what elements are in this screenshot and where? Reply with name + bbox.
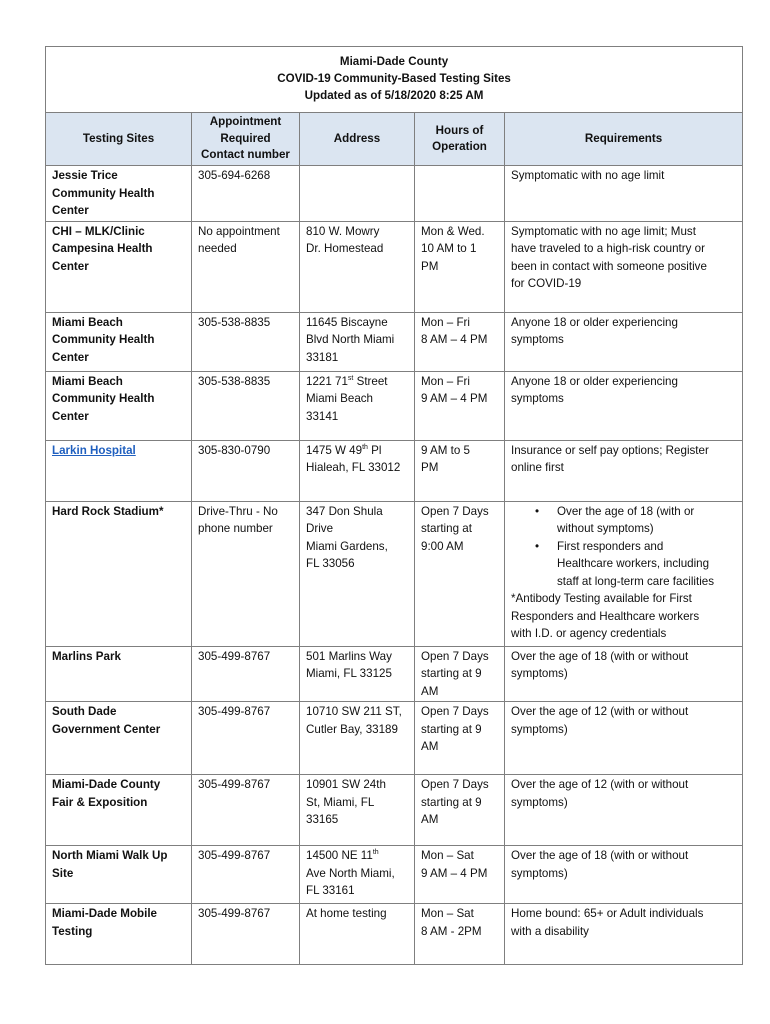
contact-line: 305-499-8767	[198, 849, 271, 862]
ordinal-suffix: st	[347, 374, 354, 382]
requirements-cell	[505, 221, 743, 312]
address-cell	[300, 702, 415, 775]
requirements-cell	[505, 440, 743, 501]
address-cell	[300, 775, 415, 846]
requirement-line: with a disability	[511, 924, 589, 938]
requirement-line: symptoms)	[511, 722, 568, 736]
requirement-line: Responders and Healthcare workers	[511, 609, 700, 623]
requirement-line: Symptomatic with no age limit	[511, 169, 665, 182]
hours-cell	[415, 904, 505, 965]
requirement-line: symptoms)	[511, 795, 568, 809]
address-line: Hialeah, FL 33012	[306, 461, 401, 474]
requirement-line: Over the age of 18 (with or without	[511, 849, 689, 862]
contact-cell	[192, 904, 300, 965]
address-line: Blvd North Miami	[306, 333, 395, 346]
requirements-cell	[505, 501, 743, 646]
requirements-cell	[505, 702, 743, 775]
hours-line: 9 AM to 5	[421, 443, 470, 457]
address-line: 347 Don Shula	[306, 504, 383, 518]
address-line: Ave North Miami,	[306, 866, 395, 880]
site-name-line: Miami Beach	[52, 374, 123, 388]
requirement-line: *Antibody Testing available for First	[511, 592, 692, 605]
header-requirements: Requirements	[505, 113, 743, 166]
site-name-line: Community Health	[52, 333, 155, 346]
requirement-line: Anyone 18 or older experiencing	[511, 374, 678, 388]
hours-line: Mon – Sat	[421, 849, 474, 862]
address-line	[306, 373, 408, 391]
hours-cell	[415, 775, 505, 846]
contact-cell	[192, 371, 300, 440]
hours-line: PM	[421, 259, 439, 273]
header-hours-line1: Hours of	[435, 123, 484, 137]
ordinal-suffix: th	[372, 849, 379, 857]
address-cell	[300, 221, 415, 312]
contact-cell	[192, 166, 300, 222]
site-name-cell	[46, 221, 192, 312]
address-line: 10710 SW 211 ST,	[306, 705, 402, 718]
hours-line: starting at	[421, 522, 472, 535]
title-row	[46, 47, 743, 113]
table-title	[46, 47, 743, 113]
address-line: St, Miami, FL	[306, 795, 375, 809]
hours-line: PM	[421, 461, 439, 474]
site-name-line: CHI – MLK/Clinic	[52, 224, 145, 238]
address-street: Street	[353, 374, 388, 388]
address-line: FL 33056	[306, 557, 355, 570]
site-name-line: Fair & Exposition	[52, 795, 148, 809]
header-hours-line2: Operation	[432, 140, 487, 153]
hours-cell	[415, 846, 505, 904]
contact-line: 305-538-8835	[198, 374, 271, 388]
requirement-line: symptoms)	[511, 866, 568, 880]
ordinal-suffix: th	[362, 443, 368, 451]
contact-line: 305-499-8767	[198, 705, 271, 718]
address-line: Miami, FL 33125	[306, 667, 392, 680]
hours-cell	[415, 312, 505, 371]
table-row	[46, 166, 743, 222]
site-name-cell	[46, 371, 192, 440]
site-name-cell	[46, 846, 192, 904]
contact-cell	[192, 775, 300, 846]
hours-line: Open 7 Days	[421, 778, 489, 791]
address-line: At home testing	[306, 907, 387, 920]
table-row	[46, 440, 743, 501]
header-appointment	[192, 113, 300, 166]
address-cell	[300, 312, 415, 371]
site-name-cell	[46, 312, 192, 371]
contact-line: 305-499-8767	[198, 778, 271, 791]
testing-sites-table	[45, 46, 743, 965]
requirements-cell	[505, 846, 743, 904]
hours-line: Open 7 Days	[421, 649, 489, 663]
site-name-line: Site	[52, 866, 74, 880]
hours-line: 9 AM – 4 PM	[421, 392, 488, 405]
requirement-bullet-line: First responders and	[557, 539, 664, 553]
contact-line: 305-830-0790	[198, 443, 271, 457]
address-line: Cutler Bay, 33189	[306, 722, 398, 736]
address-line: 33165	[306, 813, 339, 826]
requirement-line: Symptomatic with no age limit; Must	[511, 224, 696, 238]
address-line: FL 33161	[306, 884, 355, 897]
site-name-line: Miami-Dade Mobile	[52, 907, 158, 920]
site-name-cell	[46, 904, 192, 965]
header-appointment-line2: Required	[220, 131, 271, 145]
header-appointment-line1: Appointment	[209, 115, 282, 129]
address-line: 10901 SW 24th	[306, 778, 386, 791]
table-row	[46, 846, 743, 904]
requirement-bullet-line: Healthcare workers, including	[557, 557, 710, 570]
site-name-line: Testing	[52, 924, 93, 938]
address-cell	[300, 846, 415, 904]
address-cell	[300, 371, 415, 440]
hours-cell	[415, 702, 505, 775]
table-row	[46, 221, 743, 312]
requirement-line: symptoms)	[511, 667, 568, 680]
site-name-line: South Dade	[52, 705, 117, 718]
hours-cell	[415, 440, 505, 501]
hours-line: Mon & Wed.	[421, 224, 485, 238]
requirement-line: been in contact with someone positive	[511, 259, 707, 273]
address-street: Pl	[367, 443, 382, 457]
requirement-line: symptoms	[511, 333, 564, 346]
hours-line: AM	[421, 813, 439, 826]
requirements-cell	[505, 904, 743, 965]
contact-line: 305-499-8767	[198, 907, 271, 920]
requirement-line: have traveled to a high-risk country or	[511, 242, 705, 255]
requirement-bullet-item	[535, 538, 736, 591]
requirement-bullet-line: staff at long-term care facilities	[557, 574, 715, 588]
site-name-cell	[46, 440, 192, 501]
address-line: 810 W. Mowry	[306, 224, 380, 238]
contact-line: Drive-Thru - No	[198, 504, 278, 518]
table-row	[46, 312, 743, 371]
contact-cell	[192, 846, 300, 904]
hours-line: starting at 9	[421, 667, 482, 680]
site-name-line: Community Health	[52, 392, 155, 405]
requirement-line: Insurance or self pay options; Register	[511, 443, 709, 457]
header-appointment-line3: Contact number	[201, 148, 290, 162]
address-number: 1475 W 49	[306, 443, 363, 457]
address-line: 11645 Biscayne	[306, 315, 388, 329]
table-row	[46, 904, 743, 965]
hours-line: AM	[421, 684, 439, 698]
hours-cell	[415, 501, 505, 646]
header-row	[46, 113, 743, 166]
site-name-line: Miami-Dade County	[52, 778, 161, 791]
contact-cell	[192, 312, 300, 371]
table-row	[46, 371, 743, 440]
site-name-line: North Miami Walk Up	[52, 849, 168, 862]
address-cell	[300, 646, 415, 702]
requirement-bullet-line: Over the age of 18 (with or	[557, 504, 695, 518]
larkin-hospital-link[interactable]: Larkin Hospital	[52, 443, 136, 457]
site-name-line: Center	[52, 259, 89, 273]
requirements-cell	[505, 775, 743, 846]
requirement-line: Anyone 18 or older experiencing	[511, 315, 678, 329]
table-row	[46, 646, 743, 702]
address-number: 14500 NE 11	[306, 849, 373, 862]
address-line: Miami Beach	[306, 392, 374, 405]
hours-line: Open 7 Days	[421, 705, 489, 718]
contact-line: 305-538-8835	[198, 315, 271, 329]
contact-line: needed	[198, 242, 237, 255]
contact-cell	[192, 501, 300, 646]
bullet-icon: •	[535, 504, 540, 518]
contact-cell	[192, 702, 300, 775]
address-cell	[300, 166, 415, 222]
hours-line: 9 AM – 4 PM	[421, 866, 488, 880]
site-name-line: Center	[52, 409, 89, 423]
requirement-bullet-line: without symptoms)	[557, 522, 654, 535]
title-subject: COVID-19 Community-Based Testing Sites	[277, 72, 511, 85]
site-name-line: Campesina Health	[52, 242, 153, 255]
title-county: Miami-Dade County	[339, 55, 449, 68]
address-line: Drive	[306, 522, 334, 535]
contact-cell	[192, 646, 300, 702]
hours-cell	[415, 371, 505, 440]
address-line: Dr. Homestead	[306, 242, 384, 255]
address-line: 501 Marlins Way	[306, 649, 392, 663]
site-name-line: Miami Beach	[52, 315, 123, 329]
contact-cell	[192, 440, 300, 501]
requirement-line: for COVID-19	[511, 277, 582, 290]
site-name-cell	[46, 646, 192, 702]
site-name-cell	[46, 166, 192, 222]
requirements-bullet-list	[511, 503, 736, 591]
hours-cell	[415, 221, 505, 312]
requirement-line: Home bound: 65+ or Adult individuals	[511, 907, 704, 920]
table-row	[46, 775, 743, 846]
hours-line: 9:00 AM	[421, 539, 464, 553]
address-cell	[300, 904, 415, 965]
site-name-line: Marlins Park	[52, 649, 121, 663]
requirement-line: Over the age of 12 (with or without	[511, 705, 689, 718]
site-name-cell	[46, 501, 192, 646]
hours-line: Mon – Fri	[421, 315, 470, 329]
requirements-cell	[505, 166, 743, 222]
address-line	[306, 847, 408, 865]
site-name-line: Center	[52, 350, 89, 364]
hours-line: Open 7 Days	[421, 504, 489, 518]
hours-cell	[415, 646, 505, 702]
requirement-line: Over the age of 18 (with or without	[511, 649, 689, 663]
site-name-cell	[46, 775, 192, 846]
site-name-line: Community Health	[52, 186, 155, 200]
address-cell	[300, 501, 415, 646]
hours-line: 10 AM to 1	[421, 242, 477, 255]
bullet-icon: •	[535, 539, 540, 553]
address-line: 33141	[306, 409, 339, 423]
address-line: 33181	[306, 350, 339, 364]
requirements-cell	[505, 646, 743, 702]
hours-line: starting at 9	[421, 795, 482, 809]
hours-line: Mon – Sat	[421, 907, 474, 920]
site-name-line: Center	[52, 204, 89, 217]
contact-line: phone number	[198, 522, 273, 535]
contact-cell	[192, 221, 300, 312]
requirement-line: Over the age of 12 (with or without	[511, 778, 689, 791]
document-page	[45, 46, 742, 965]
hours-line: Mon – Fri	[421, 374, 470, 388]
hours-line: 8 AM – 4 PM	[421, 333, 488, 346]
requirement-line: online first	[511, 461, 564, 474]
address-number: 1221 71	[306, 374, 348, 388]
address-cell	[300, 440, 415, 501]
contact-line: 305-694-6268	[198, 169, 271, 182]
table-row	[46, 501, 743, 646]
requirement-bullet-item	[535, 503, 736, 538]
site-name-line: Hard Rock Stadium*	[52, 504, 164, 518]
site-name-line: Jessie Trice	[52, 169, 118, 182]
contact-line: No appointment	[198, 224, 280, 238]
hours-line: 8 AM - 2PM	[421, 924, 482, 938]
hours-line: starting at 9	[421, 722, 482, 736]
header-hours	[415, 113, 505, 166]
site-name-line: Government Center	[52, 722, 161, 736]
hours-cell	[415, 166, 505, 222]
requirement-line: symptoms	[511, 392, 564, 405]
requirement-line: with I.D. or agency credentials	[511, 627, 667, 640]
requirements-cell	[505, 371, 743, 440]
table-row	[46, 702, 743, 775]
title-updated: Updated as of 5/18/2020 8:25 AM	[304, 89, 484, 102]
contact-line: 305-499-8767	[198, 649, 271, 663]
address-line	[306, 442, 408, 460]
address-line: Miami Gardens,	[306, 539, 388, 553]
site-name-cell	[46, 702, 192, 775]
header-address: Address	[300, 113, 415, 166]
requirements-cell	[505, 312, 743, 371]
header-testing-sites: Testing Sites	[46, 113, 192, 166]
hours-line: AM	[421, 740, 439, 753]
